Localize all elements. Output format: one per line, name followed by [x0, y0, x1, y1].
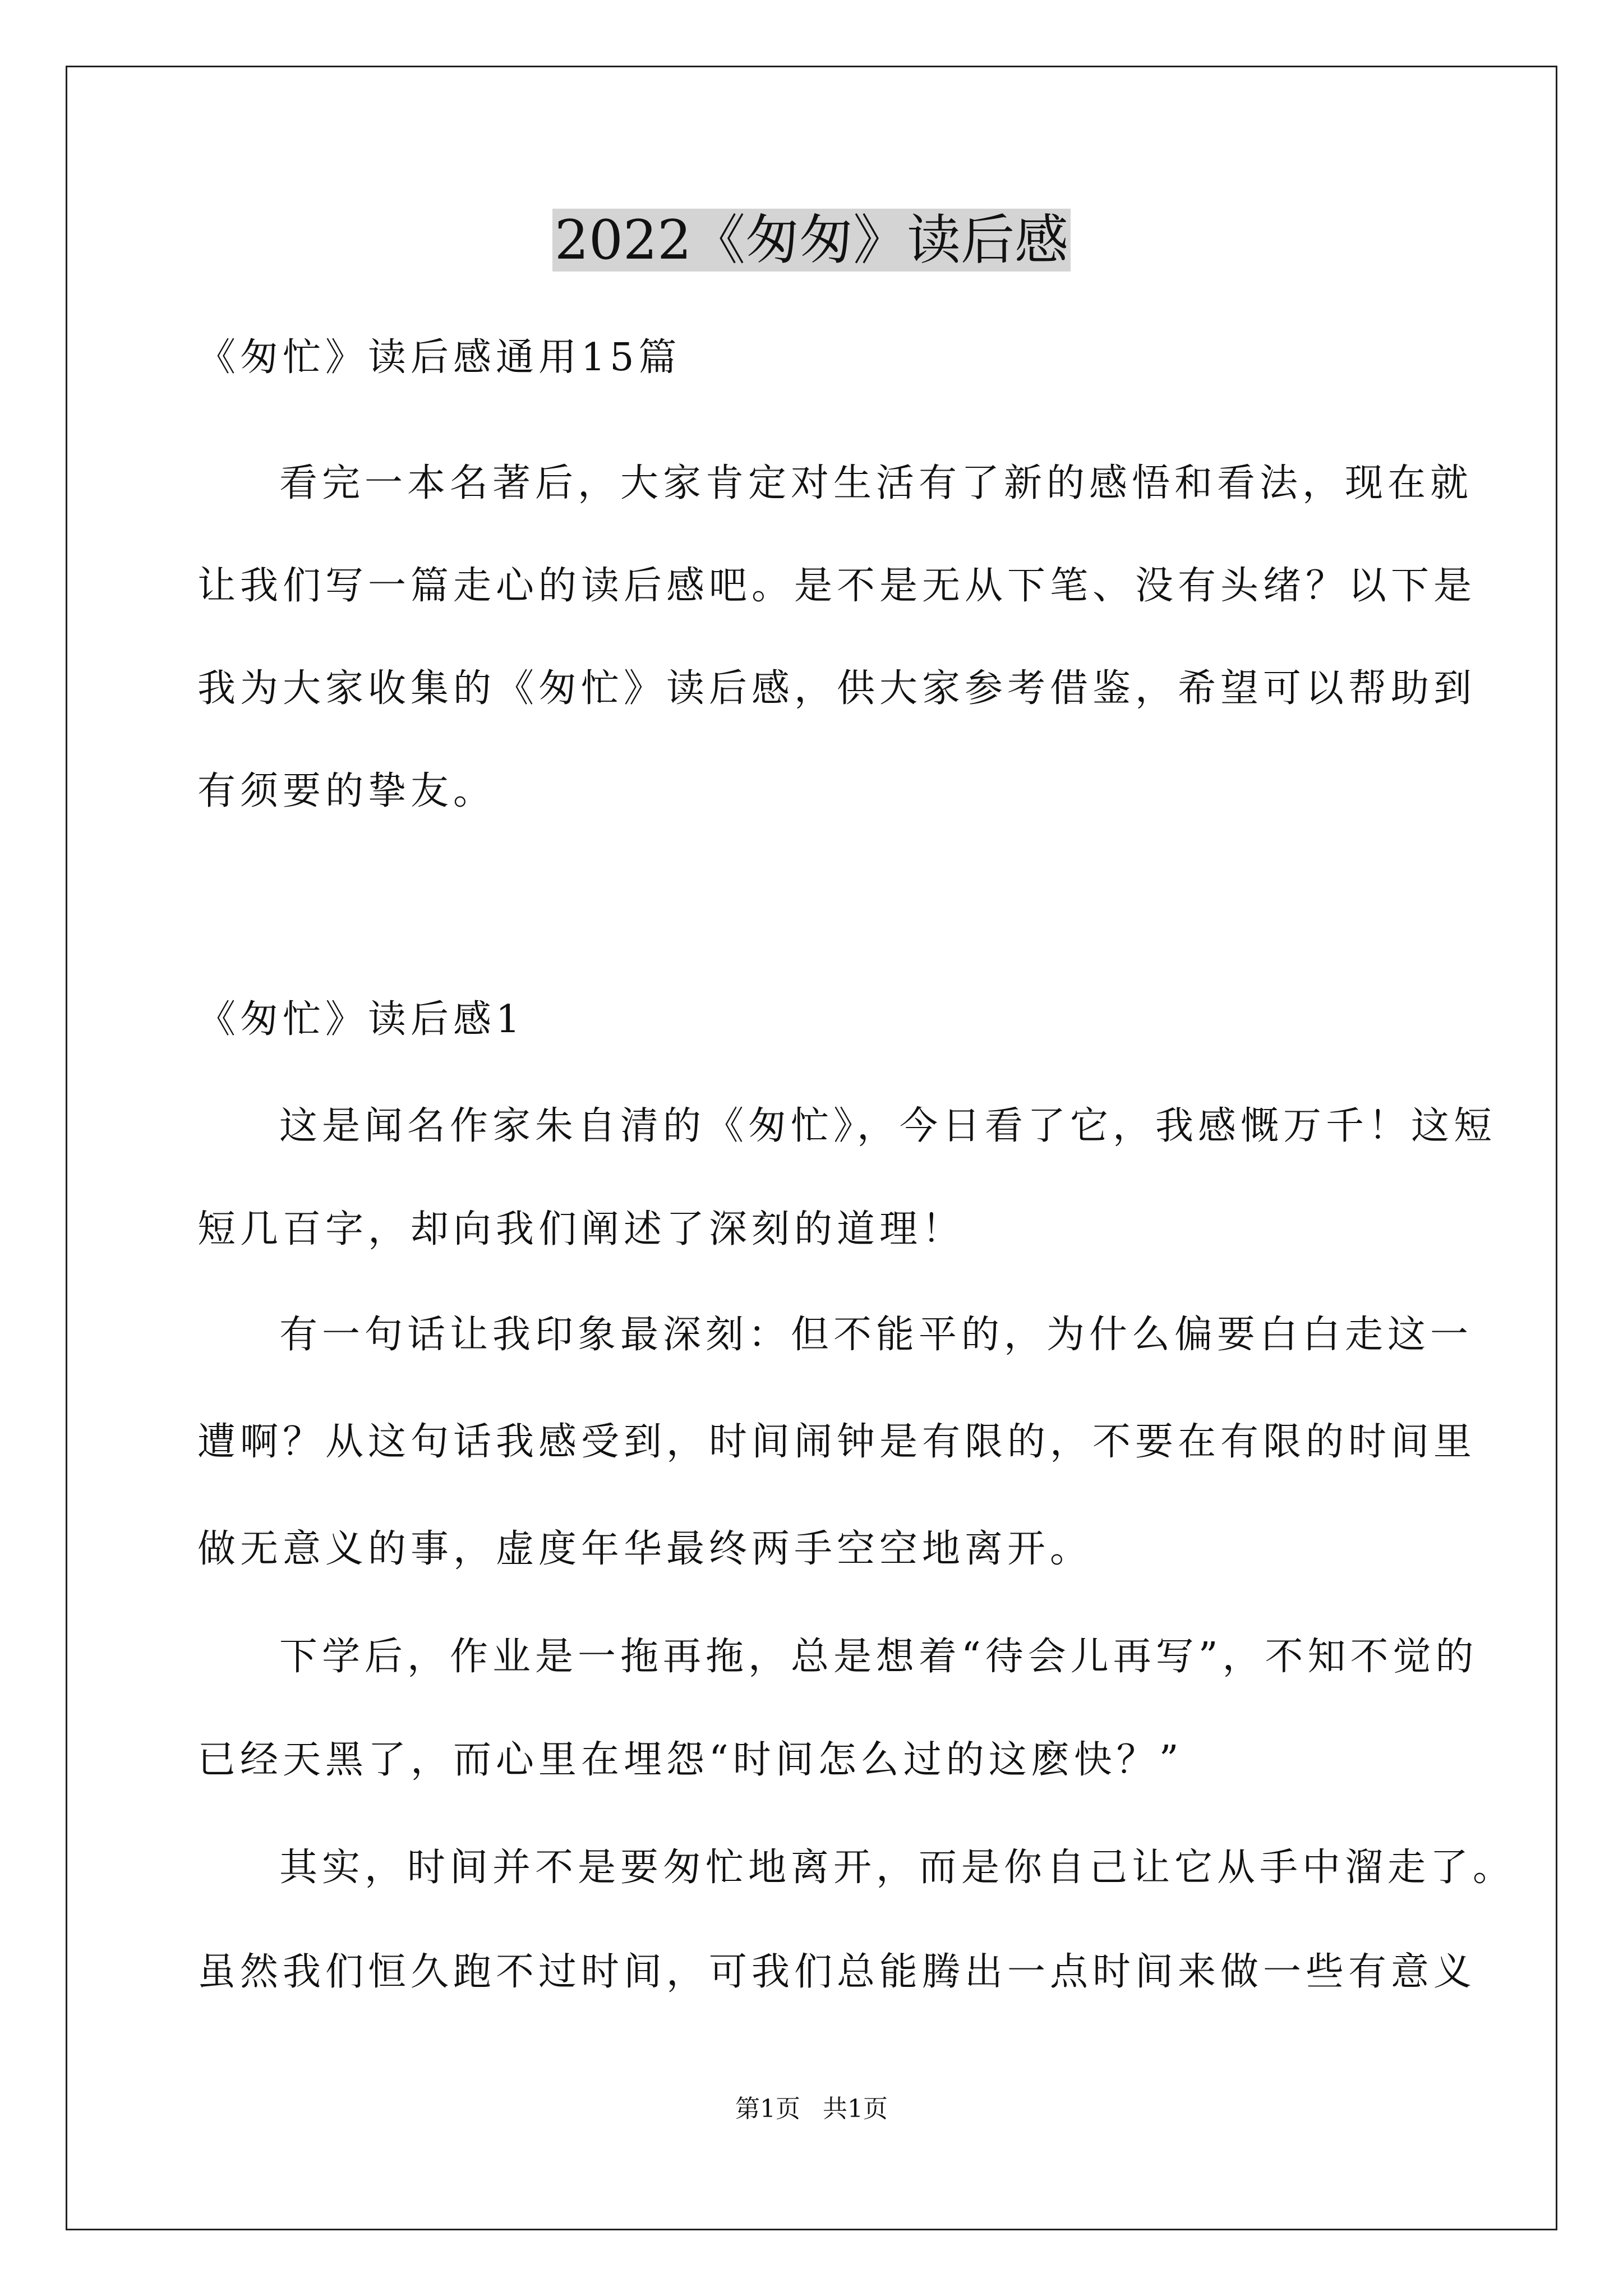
paragraph-line: 让我们写一篇走心的读后感吧。是不是无从下笔、没有头绪？以下是: [197, 564, 1477, 608]
paragraph-line: 遭啊？从这句话我感受到，时间闹钟是有限的，不要在有限的时间里: [197, 1420, 1477, 1464]
paragraph-line: 看完一本名著后，大家肯定对生活有了新的感悟和看法，现在就: [279, 461, 1473, 505]
page-total: 共1页: [823, 2095, 888, 2123]
paragraph-line: 有须要的挚友。: [197, 769, 496, 813]
document-title-text: 2022《匆匆》读后感: [552, 209, 1071, 272]
section-heading: 《匆忙》读后感1: [197, 997, 525, 1042]
paragraph-line: 这是闻名作家朱自清的《匆忙》，今日看了它，我感慨万千！这短: [279, 1104, 1497, 1148]
paragraph-line: 有一句话让我印象最深刻：但不能平的，为什么偏要白白走这一: [279, 1313, 1473, 1357]
paragraph-line: 下学后，作业是一拖再拖，总是想着“待会儿再写”，不知不觉的: [279, 1635, 1478, 1679]
paragraph-line: 虽然我们恒久跑不过时间，可我们总能腾出一点时间来做一些有意义: [197, 1950, 1477, 1994]
paragraph-line: 已经天黑了，而心里在埋怨“时间怎么过的这麽快？”: [197, 1738, 1183, 1782]
page-footer: [0, 2092, 1623, 2126]
subtitle-line: 《匆忙》读后感通用15篇: [197, 335, 681, 380]
paragraph-line: 我为大家收集的《匆忙》读后感，供大家参考借鉴，希望可以帮助到: [197, 666, 1477, 711]
document-title: [0, 201, 1623, 279]
page-number: 第1页: [735, 2095, 800, 2123]
paragraph-line: 做无意义的事，虚度年华最终两手空空地离开。: [197, 1527, 1093, 1571]
paragraph-line: 短几百字，却向我们阐述了深刻的道理！: [197, 1207, 965, 1251]
paragraph-line: 其实，时间并不是要匆忙地离开，而是你自己让它从手中溜走了。: [279, 1846, 1516, 1890]
